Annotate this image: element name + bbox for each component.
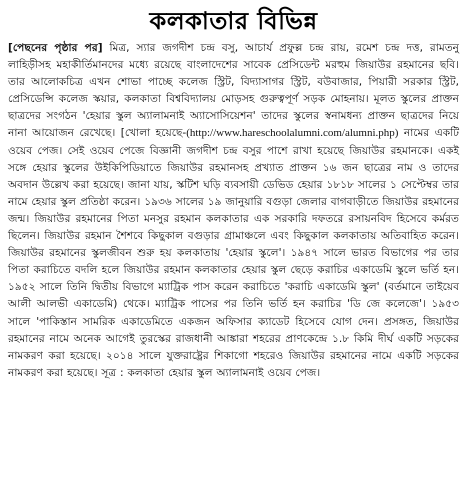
article-body-text-part2: নামের একটি ওয়েব পেজ। সেই ওয়েব পেজে বিজ্ঞানী জগদীশ চন্দ্র বসুর পাশে রাখা হয়েছে জিয়াউর রহমানকে। একই সঙ্গে হেয়ার স্কুলের উইকিপিডিয়াতে জিয়াউর রহমানসহ প্রখ্যাত প্রাক্তন ১৬ জন ছাত্রের নাম ও তাদের অবদান উল্লেখ করা হয়েছে। জানা যায়, স্কটিশ ঘড়ি ব্যবসায়ী ডেভিড হেয়ার ১৮১৮ সালের ১ সেপ্টেম্বর তার নামে হেয়ার স্কুল প্রতিষ্ঠা করেন। ১৯৩৬ সালের ১৯ জানুয়ারি বগুড়া জেলার বাগবাড়ীতে জিয়াউর রহমানের জন্ম। জিয়াউর রহমানের পিতা মনসুর রহমান কলকাতার এক সরকারি দফতরে রসায়নবিদ হিসেবে কর্মরত ছিলেন। জিয়াউর রহমান শৈশবে কিছুকাল বগুড়ার গ্রামাঞ্চলে এবং কিছুকাল কলকাতায় অতিবাহিত করেন। জিয়াউর রহমানের স্কুলজীবন শুরু হয় কলকাতায় 'হেয়ার স্কুলে'। ১৯৪৭ সালে ভারত বিভাগের পর তার পিতা করাচিতে বদলি হলে জিয়াউর রহমান কলকাতার হেয়ার স্কুল ছেড়ে করাচির একাডেমি স্কুলে ভর্তি হন। ১৯৫২ সালে তিনি দ্বিতীয় বিভাগে ম্যাট্রিক পাস করেন করাচিতে 'করাচি একাডেমি স্কুল' (বর্তমানে তাইয়েব আলী আলভী একাডেমি) থেকে। ম্যাট্রিক পাসের পর তিনি ভর্তি হন করাচির 'ডি জে কলেজে'। ১৯৫৩ সালে 'পাকিস্তান সামরিক একাডেমিতে একজন অফিসার ক্যাডেট হিসেবে যোগ দেন। প্রসঙ্গত, জিয়াউর রহমানের নামে অনেক আগেই তুরস্কের রাজধানী আঙ্কারা শহরের প্রাণকেন্দ্রে ১.৮ কিমি দীর্ঘ একটি সড়কের নামকরণ করা হয়েছে। ২০১৪ সালে যুক্তরাষ্ট্রের শিকাগো শহরেও জিয়াউর রহমানের নামে একটি সড়কের নামকরণ করা হয়েছে। সূত্র : কলকাতা হেয়ার স্কুল অ্যালামনাই ওয়েব পেজ। [8, 127, 460, 379]
article-body-text-part1: মিত্র, স্যার জগদীশ চন্দ্র বসু, আচার্য প্রফুল্ল চন্দ্র রায়, রমেশ চন্দ্র দত্ত, রামতনু লাহিড়ীসহ মহাকীর্তিমানদের মধ্যে রয়েছে বাংলাদেশের সাবেক প্রেসিডেন্ট মরহুম জিয়াউর রহমানের ছবি। তার আলোকচিত্র এখন শোভা পাচ্ছে কলেজ স্ট্রিট, বিদ্যাসাগর স্ট্রিট, বউবাজার, পিয়ারী সরকার স্ট্রিট, প্রেসিডেন্সি কলেজ স্কয়ার, কলকাতা বিশ্ববিদ্যালয় মোড়সহ গুরুত্বপূর্ণ সড়ক মোহনায়। মূলত স্কুলের প্রাক্তন ছাত্রদের সংগঠন 'হেয়ার স্কুল অ্যালামনাই অ্যাসোসিয়েশন' তাদের স্কুলের স্বনামধন্য প্রাক্তন ছাত্রদের নিয়ে নানা আয়োজন রেখেছে। [খোলা হয়েছে- [8, 42, 459, 140]
continuation-tag: [পেছনের পৃষ্ঠার পর] [8, 42, 103, 54]
alumni-web-link: (http://www.hareschoolalumni.com/alumni.php) [186, 127, 399, 140]
article-headline: কলকাতার বিভিন্ন [149, 7, 318, 35]
article-body [8, 40, 459, 382]
